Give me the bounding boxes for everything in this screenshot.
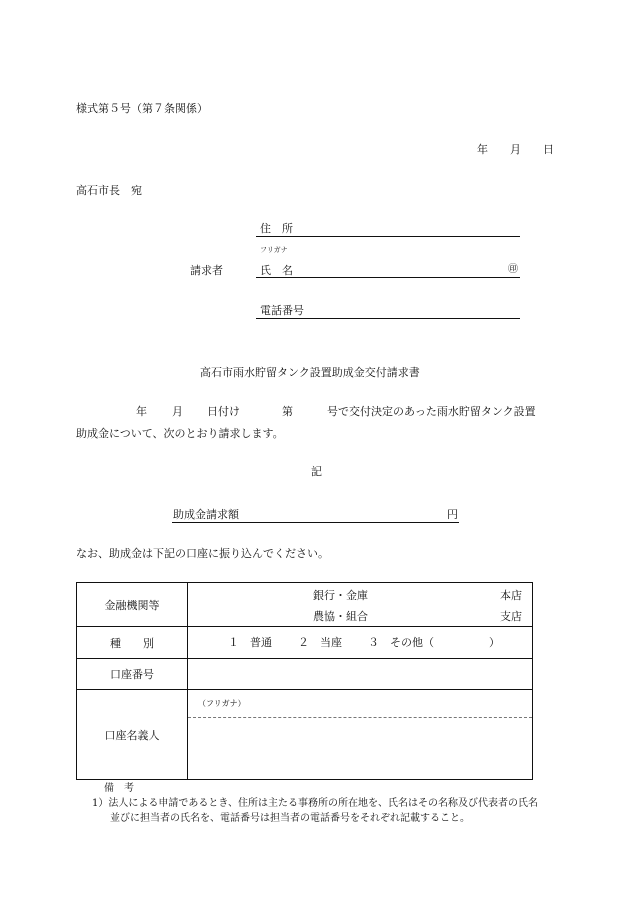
claimant-address-label: 住 所 bbox=[260, 222, 293, 235]
body-year: 年 bbox=[136, 405, 147, 418]
amount-underline bbox=[172, 522, 459, 523]
type-label: 種 別 bbox=[110, 636, 154, 650]
date-day-label: 日 bbox=[543, 143, 554, 156]
addressee: 高石市長 宛 bbox=[76, 184, 142, 197]
body-line2: 助成金について、次のとおり請求します。 bbox=[76, 427, 284, 440]
account-holder-label-cell bbox=[77, 690, 188, 780]
type-option-other[interactable]: ３ その他（ ） bbox=[368, 636, 500, 649]
type-option-ordinary[interactable]: １ 普通 bbox=[228, 636, 272, 649]
body-month: 月 bbox=[172, 405, 183, 418]
name-underline bbox=[256, 277, 520, 278]
bank-account-table bbox=[76, 582, 533, 780]
type-option-current[interactable]: ２ 当座 bbox=[298, 636, 342, 649]
remarks-line-2: 並びに担当者の氏名を、電話番号は担当者の電話番号をそれぞれ記載すること。 bbox=[110, 813, 470, 824]
remarks-line-1: 1）法人による申請であるとき、住所は主たる事務所の所在地を、氏名はその名称及び代表者の氏名 bbox=[92, 798, 538, 809]
account-number-label-cell bbox=[77, 659, 188, 690]
body-dated: 日付け bbox=[207, 405, 240, 418]
transfer-note: なお、助成金は下記の口座に振り込んでください。 bbox=[76, 547, 329, 560]
claimant-phone-label: 電話番号 bbox=[260, 304, 304, 317]
claimant-role-label: 請求者 bbox=[190, 264, 223, 277]
date-month-label: 月 bbox=[510, 143, 521, 156]
bank-type-2: 農協・組合 bbox=[313, 610, 368, 623]
amount-label: 助成金請求額 bbox=[173, 508, 239, 521]
ki-mark: 記 bbox=[311, 465, 322, 478]
type-label-cell bbox=[77, 627, 188, 659]
address-underline bbox=[256, 236, 520, 237]
date-year-label: 年 bbox=[477, 143, 488, 156]
phone-underline bbox=[256, 318, 520, 319]
institution-label: 金融機関等 bbox=[104, 598, 160, 612]
form-number: 様式第５号（第７条関係） bbox=[76, 102, 208, 115]
institution-value-cell[interactable] bbox=[188, 583, 533, 627]
type-value-cell[interactable] bbox=[188, 627, 533, 659]
institution-label-cell bbox=[77, 583, 188, 627]
account-holder-label: 口座名義人 bbox=[104, 728, 160, 742]
account-number-label: 口座番号 bbox=[110, 668, 154, 681]
furigana-dotted-divider bbox=[188, 717, 532, 718]
claimant-furigana-label: フリガナ bbox=[260, 246, 288, 254]
branch-type-2: 支店 bbox=[500, 610, 522, 623]
amount-unit: 円 bbox=[447, 508, 458, 521]
seal-mark: ㊞ bbox=[508, 264, 518, 275]
holder-furigana-label: （フリガナ） bbox=[198, 699, 246, 708]
body-rest: 号で交付決定のあった雨水貯留タンク設置 bbox=[327, 405, 536, 418]
remarks-heading: 備 考 bbox=[104, 783, 134, 794]
claimant-name-label: 氏 名 bbox=[260, 264, 293, 277]
bank-type-1: 銀行・金庫 bbox=[313, 589, 368, 602]
document-title: 高石市雨水貯留タンク設置助成金交付請求書 bbox=[200, 366, 420, 379]
account-number-value-cell[interactable] bbox=[188, 659, 533, 690]
account-holder-value-cell[interactable] bbox=[188, 690, 533, 780]
body-no-prefix: 第 bbox=[282, 405, 293, 418]
branch-type-1: 本店 bbox=[500, 589, 522, 602]
